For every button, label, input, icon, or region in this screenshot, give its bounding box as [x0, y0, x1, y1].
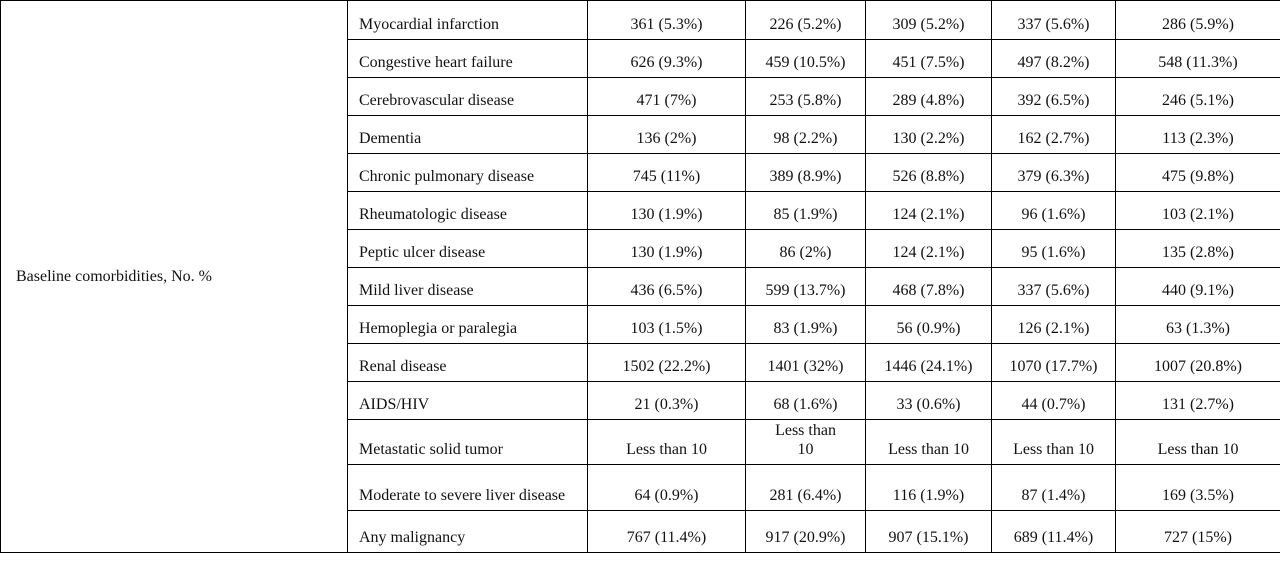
cell-value: 126 (2.1%): [992, 306, 1116, 344]
row-label: Renal disease: [348, 344, 588, 382]
row-label: Congestive heart failure: [348, 40, 588, 78]
cell-value: 113 (2.3%): [1116, 116, 1280, 154]
cell-value: 103 (1.5%): [588, 306, 746, 344]
cell-value: 226 (5.2%): [746, 1, 866, 40]
row-label: AIDS/HIV: [348, 382, 588, 420]
cell-value: 136 (2%): [588, 116, 746, 154]
cell-value: 337 (5.6%): [992, 1, 1116, 40]
cell-value: 83 (1.9%): [746, 306, 866, 344]
group-label: Baseline comorbidities, No. %: [16, 267, 212, 285]
cell-value: Less than 10: [992, 420, 1116, 465]
cell-value: Less than 10: [746, 420, 866, 465]
cell-value: 124 (2.1%): [866, 230, 992, 268]
cell-value: 281 (6.4%): [746, 465, 866, 511]
cell-value: 392 (6.5%): [992, 78, 1116, 116]
cell-value: 767 (11.4%): [588, 511, 746, 553]
cell-value: 130 (1.9%): [588, 192, 746, 230]
cell-value: 63 (1.3%): [1116, 306, 1280, 344]
cell-value: 98 (2.2%): [746, 116, 866, 154]
cell-value: 64 (0.9%): [588, 465, 746, 511]
cell-value: 44 (0.7%): [992, 382, 1116, 420]
cell-value: 907 (15.1%): [866, 511, 992, 553]
cell-value: 917 (20.9%): [746, 511, 866, 553]
cell-value: 436 (6.5%): [588, 268, 746, 306]
cell-value: 162 (2.7%): [992, 116, 1116, 154]
cell-value: 253 (5.8%): [746, 78, 866, 116]
row-label: Metastatic solid tumor: [348, 420, 588, 465]
cell-value: 361 (5.3%): [588, 1, 746, 40]
row-label: Any malignancy: [348, 511, 588, 553]
cell-value: 468 (7.8%): [866, 268, 992, 306]
cell-value: 1007 (20.8%): [1116, 344, 1280, 382]
row-label: Cerebrovascular disease: [348, 78, 588, 116]
cell-value: 116 (1.9%): [866, 465, 992, 511]
cell-value: 96 (1.6%): [992, 192, 1116, 230]
row-label: Peptic ulcer disease: [348, 230, 588, 268]
table-row: [1, 1, 1280, 40]
cell-value: 169 (3.5%): [1116, 465, 1280, 511]
cell-value: Less than 10: [588, 420, 746, 465]
cell-value: 68 (1.6%): [746, 382, 866, 420]
cell-value: 1446 (24.1%): [866, 344, 992, 382]
cell-value: 95 (1.6%): [992, 230, 1116, 268]
cell-value: 87 (1.4%): [992, 465, 1116, 511]
cell-value: 1502 (22.2%): [588, 344, 746, 382]
cell-value: 130 (2.2%): [866, 116, 992, 154]
cell-value: Less than 10: [1116, 420, 1280, 465]
cell-value: 21 (0.3%): [588, 382, 746, 420]
cell-value: 471 (7%): [588, 78, 746, 116]
cell-value: 85 (1.9%): [746, 192, 866, 230]
cell-value: 1401 (32%): [746, 344, 866, 382]
cell-value: 745 (11%): [588, 154, 746, 192]
cell-value: 451 (7.5%): [866, 40, 992, 78]
row-label: Mild liver disease: [348, 268, 588, 306]
cell-value: 389 (8.9%): [746, 154, 866, 192]
cell-value: 440 (9.1%): [1116, 268, 1280, 306]
cell-value: 309 (5.2%): [866, 1, 992, 40]
cell-value: 526 (8.8%): [866, 154, 992, 192]
cell-value: 103 (2.1%): [1116, 192, 1280, 230]
cell-value: 286 (5.9%): [1116, 1, 1280, 40]
cell-value: 124 (2.1%): [866, 192, 992, 230]
cell-value: 289 (4.8%): [866, 78, 992, 116]
group-label-cell: [1, 1, 348, 553]
cell-value: 56 (0.9%): [866, 306, 992, 344]
cell-value: 475 (9.8%): [1116, 154, 1280, 192]
cell-value: 131 (2.7%): [1116, 382, 1280, 420]
row-label: Dementia: [348, 116, 588, 154]
row-label: Moderate to severe liver disease: [348, 465, 588, 511]
cell-value: 135 (2.8%): [1116, 230, 1280, 268]
row-label: Hemoplegia or paralegia: [348, 306, 588, 344]
cell-value: 689 (11.4%): [992, 511, 1116, 553]
cell-value: 86 (2%): [746, 230, 866, 268]
cell-value: 459 (10.5%): [746, 40, 866, 78]
row-label: Chronic pulmonary disease: [348, 154, 588, 192]
cell-value: 548 (11.3%): [1116, 40, 1280, 78]
cell-value: 130 (1.9%): [588, 230, 746, 268]
row-label: Myocardial infarction: [348, 1, 588, 40]
cell-value: 33 (0.6%): [866, 382, 992, 420]
table-body: [1, 1, 1280, 553]
cell-value: 246 (5.1%): [1116, 78, 1280, 116]
cell-value: 1070 (17.7%): [992, 344, 1116, 382]
cell-value: 379 (6.3%): [992, 154, 1116, 192]
cell-value: 337 (5.6%): [992, 268, 1116, 306]
cell-value: 626 (9.3%): [588, 40, 746, 78]
row-label: Rheumatologic disease: [348, 192, 588, 230]
cell-value: 497 (8.2%): [992, 40, 1116, 78]
cell-value: Less than 10: [866, 420, 992, 465]
cell-value: 727 (15%): [1116, 511, 1280, 553]
cell-value: 599 (13.7%): [746, 268, 866, 306]
